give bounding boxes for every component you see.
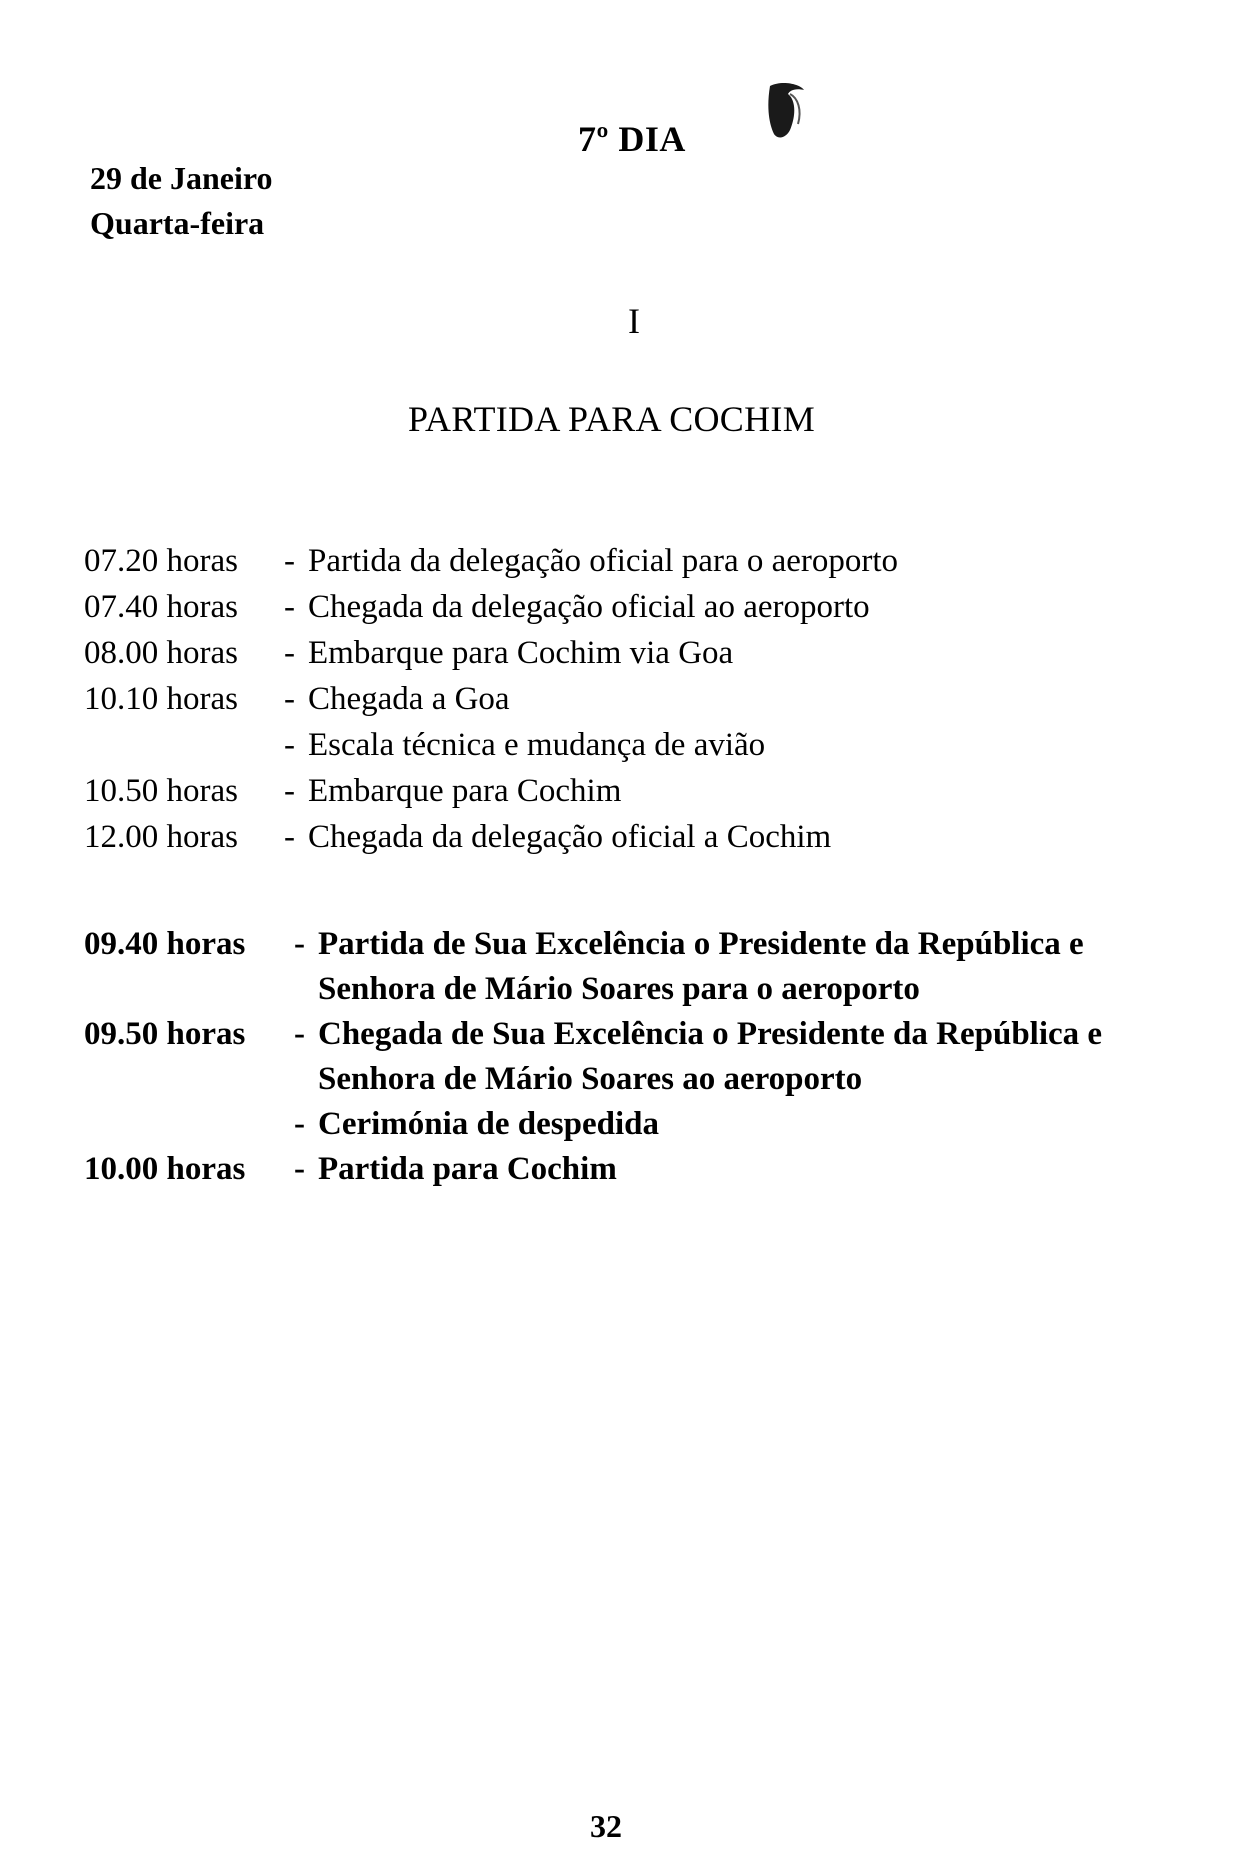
section-title: PARTIDA PARA COCHIM (408, 399, 816, 439)
schedule-row (84, 768, 1194, 814)
schedule-dash: - (294, 926, 305, 962)
schedule-time: 08.00 horas (84, 635, 238, 671)
schedule-dash: - (284, 635, 295, 671)
schedule-row (84, 722, 1194, 768)
schedule-row (84, 1102, 1194, 1147)
seal-stamp-icon (760, 80, 812, 144)
schedule-dash: - (284, 589, 295, 625)
schedule-row (84, 1012, 1194, 1102)
schedule-text: Chegada da delegação oficial ao aeroporto (308, 589, 870, 625)
schedule-text: Partida de Sua Excelência o Presidente da República e Senhora de Mário Soares para o aeroporto (318, 926, 1084, 1007)
schedule-dash: - (294, 1151, 305, 1187)
schedule-time: 07.20 horas (84, 543, 238, 579)
schedule-text: Escala técnica e mudança de avião (308, 727, 766, 763)
schedule-text: Partida para Cochim (318, 1151, 617, 1187)
schedule-row (84, 814, 1194, 860)
schedule-text: Chegada de Sua Excelência o Presidente da República e Senhora de Mário Soares ao aeroporto (318, 1016, 1103, 1097)
schedule-dash: - (294, 1016, 305, 1052)
schedule-dash: - (284, 773, 295, 809)
schedule-time: 07.40 horas (84, 589, 238, 625)
delegation-schedule (84, 538, 1194, 860)
schedule-row (84, 1147, 1194, 1192)
schedule-dash: - (294, 1106, 305, 1142)
schedule-time: 10.50 horas (84, 773, 238, 809)
schedule-time: 12.00 horas (84, 819, 238, 855)
schedule-text: Partida da delegação oficial para o aeroporto (308, 543, 899, 579)
page-number: 32 (590, 1808, 622, 1844)
schedule-text: Chegada da delegação oficial a Cochim (308, 819, 832, 855)
weekday-label: Quarta-feira (90, 205, 265, 241)
day-title: 7º DIA (578, 119, 686, 159)
schedule-row (84, 922, 1194, 1012)
schedule-dash: - (284, 543, 295, 579)
schedule-row (84, 538, 1194, 584)
schedule-row (84, 630, 1194, 676)
schedule-row (84, 676, 1194, 722)
schedule-time: 10.10 horas (84, 681, 238, 717)
section-number: I (628, 301, 640, 341)
date-label: 29 de Janeiro (90, 160, 273, 196)
president-schedule (84, 922, 1194, 1192)
schedule-text: Embarque para Cochim (308, 773, 622, 809)
schedule-dash: - (284, 727, 295, 763)
schedule-text: Cerimónia de despedida (318, 1106, 660, 1142)
schedule-time: 10.00 horas (84, 1151, 246, 1187)
schedule-text: Chegada a Goa (308, 681, 510, 717)
schedule-dash: - (284, 819, 295, 855)
schedule-text: Embarque para Cochim via Goa (308, 635, 734, 671)
schedule-row (84, 584, 1194, 630)
schedule-time: 09.40 horas (84, 926, 246, 962)
schedule-dash: - (284, 681, 295, 717)
schedule-time: 09.50 horas (84, 1016, 246, 1052)
